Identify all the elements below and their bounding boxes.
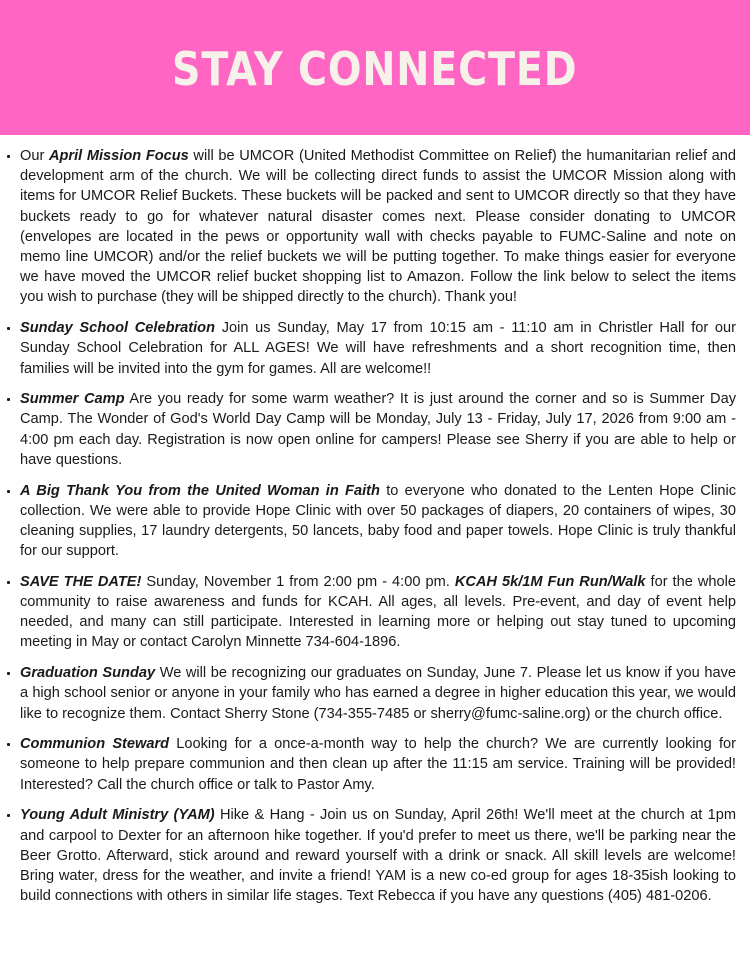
page-title: STAY CONNECTED (172, 41, 578, 96)
announcements-list (0, 146, 750, 906)
announcement-heading: April Mission Focus (48, 148, 189, 164)
announcement-heading: Young Adult Ministry (YAM) (20, 807, 215, 824)
announcement-body: Looking for a once-a-month way to help the church? We are currently looking for someone to help prepare communion and then clean up after the 11:15 am service. Training will be provided! Interested? Call the church office or talk to Pastor Amy. (20, 736, 736, 793)
announcement-body: will be UMCOR (United Methodist Committee on Relief) the humanitarian relief and development arm of the church. We will be collecting direct funds to assist the UMCOR Mission along with items for UMCOR Relief Buckets. These buckets will be packed and sent to UMCOR directly so that they have buckets ready to go for whatever natural disaster comes next. Please consider donating to UMCOR (envelopes are located in the pews or opportunity wall with checks payable to FUMC-Saline and note on memo line UMCOR) and/or the relief buckets we will be putting together. To make things easier for everyone we have moved the UMCOR relief bucket shopping list to Amazon. Follow the link below to select the items you wish to purchase (they will be shipped directly to the church). Thank you! (20, 148, 736, 306)
announcement-subheading: KCAH 5k/1M Fun Run/Walk (454, 573, 646, 590)
announcement-sunday-school-celebration (20, 318, 736, 379)
announcement-united-woman-in-faith (20, 481, 736, 562)
announcement-body: We will be recognizing our graduates on Sunday, June 7. Please let us know if you have a high school senior or anyone in your family who has earned a degree in higher education this year, we would like to recognize them. Contact Sherry Stone (734-355-7485 or sherry@fumc-saline.org) or the church office. (20, 665, 737, 722)
announcement-graduation-sunday (20, 663, 736, 724)
announcement-april-mission-focus (20, 146, 736, 308)
announcement-save-the-date (20, 572, 736, 653)
announcement-body: Sunday, November 1 from 2:00 pm - 4:00 pm. (141, 573, 455, 590)
announcement-heading: Sunday School Celebration (20, 320, 216, 337)
announcement-young-adult-ministry (20, 805, 736, 906)
announcement-body: to everyone who donated to the Lenten Hope Clinic collection. We were able to provide Hope Clinic with over 50 packages of diapers, 20 containers of wipes, 30 cleaning supplies, 17 laundry detergents, 50 lancets, baby food and paper towels. Hope Clinic is truly thankful for our support. (20, 482, 736, 560)
announcement-body: Are you ready for some warm weather? It is just around the corner and so is Summer Day Camp. The Wonder of God's World Day Camp will be Monday, July 13 - Friday, July 17, 2026 from 9:00 am - 4:00 pm each day. Registration is now open online for campers! Please see Sherry if you are able to help or have questions. (20, 391, 737, 468)
announcement-communion-steward (20, 734, 736, 795)
announcement-summer-camp (20, 389, 736, 470)
announcement-heading: SAVE THE DATE! (20, 573, 142, 590)
announcement-body: Join us Sunday, May 17 from 10:15 am - 11:10 am in Christler Hall for our Sunday School Celebration for ALL AGES! We will have refreshments and a short recognition time, then families will be invited into the gym for games. All are welcome!! (20, 320, 737, 377)
announcement-body: Hike & Hang - Join us on Sunday, April 26th! We'll meet at the church at 1pm and carpool to Dexter for an afternoon hike together. If you'd prefer to meet us there, we'll be parking near the Beer Grotto. Afterward, stick around and reward yourself with a drink or snack. All skill levels are welcome! Bring water, dress for the weather, and invite a friend! YAM is a new co-ed group for ages 18-35ish looking to build connections with others in similar life stages. Text Rebecca if you have any questions (405) 481-0206. (20, 807, 736, 905)
header-banner (0, 0, 750, 135)
announcement-heading: Communion Steward (20, 736, 170, 753)
announcements-section (0, 146, 750, 917)
announcement-heading: A Big Thank You from the United Woman in Faith (20, 482, 380, 499)
announcement-heading: Summer Camp (20, 391, 125, 408)
announcement-prefix: Our (20, 148, 49, 164)
announcement-body-continued: for the whole community to raise awareness and funds for KCAH. All ages, all levels. Pre-event, and day of event help needed, and many can still participate. Interested in learning more or helping out stay tuned to upcoming meeting in May or contact Carolyn Minnette 734-604-1896. (20, 573, 736, 651)
announcement-heading: Graduation Sunday (20, 665, 156, 682)
